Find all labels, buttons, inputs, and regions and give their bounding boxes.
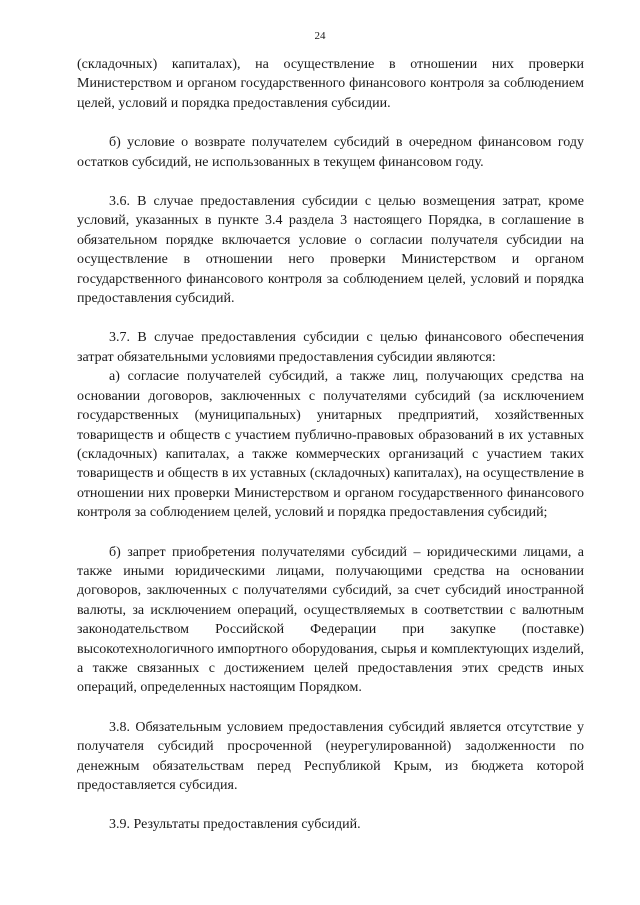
paragraph-continuation: (складочных) капиталах), на осуществление в отношении них проверки Министерством и органом государственного финансового контроля за соблюдением целей, условий и порядка предоставления субсидии. (77, 57, 584, 111)
paragraph-gap (77, 523, 584, 543)
paragraph-3-6: 3.6. В случае предоставления субсидии с целью возмещения затрат, кроме условий, указанных в пункте 3.4 раздела 3 настоящего Порядка, в соглашение в обязательном порядке включается условие о согласии получателя субсидии на осуществление в отношении него проверки Министерством и органом государственного финансового контроля за соблюдением целей, условий и порядка предоставления субсидий. (77, 194, 584, 307)
document-body (77, 55, 584, 835)
paragraph-3-8: 3.8. Обязательным условием предоставления субсидий является отсутствие у получателя субсидий просроченной (неурегулированной) задолженности по денежным обязательствам перед Республикой Крым, из бюджета которой предоставляется субсидия. (77, 719, 584, 793)
page-number: 24 (314, 30, 326, 42)
paragraph-gap (77, 795, 584, 815)
paragraph-3-7-b: б) запрет приобретения получателями субсидий – юридическими лицами, а также иными юридическими лицами, получающими средства на основании договоров, заключенных с получателями субсидий, за счет субсидий иностранной валюты, за исключением операций, осуществляемых в соответствии с валютным законодательством Российской Федерации при закупке (поставке) высокотехнологичного импортного оборудования, сырья и комплектующих изделий, а также связанных с достижением целей предоставления этих средств иных операций, определенных настоящим Порядком. (77, 544, 584, 696)
paragraph-gap (77, 172, 584, 192)
paragraph-3-5-b: б) условие о возврате получателем субсидий в очередном финансовом году остатков субсидий, не использованных в текущем финансовом году. (77, 135, 584, 170)
paragraph-3-7: 3.7. В случае предоставления субсидии с целью финансового обеспечения затрат обязательными условиями предоставления субсидии являются: (77, 330, 584, 365)
paragraph-gap (77, 308, 584, 328)
paragraph-3-7-a: а) согласие получателей субсидий, а также лиц, получающих средства на основании договоров, заключенных с получателями субсидий (за исключением государственных (муниципальных) унитарных предприятий, хозяйственных товариществ и обществ с участием публично-правовых образований в их уставных (складочных) капиталах, а также коммерческих организаций с участием таких товариществ и обществ в их уставных (складочных) капиталах), на осуществление в отношении них проверки Министерством и органом государственного финансового контроля за соблюдением целей, условий и порядка предоставления субсидий; (77, 369, 584, 521)
paragraph-gap (77, 698, 584, 718)
paragraph-gap (77, 113, 584, 133)
paragraph-3-9: 3.9. Результаты предоставления субсидий. (109, 817, 361, 833)
